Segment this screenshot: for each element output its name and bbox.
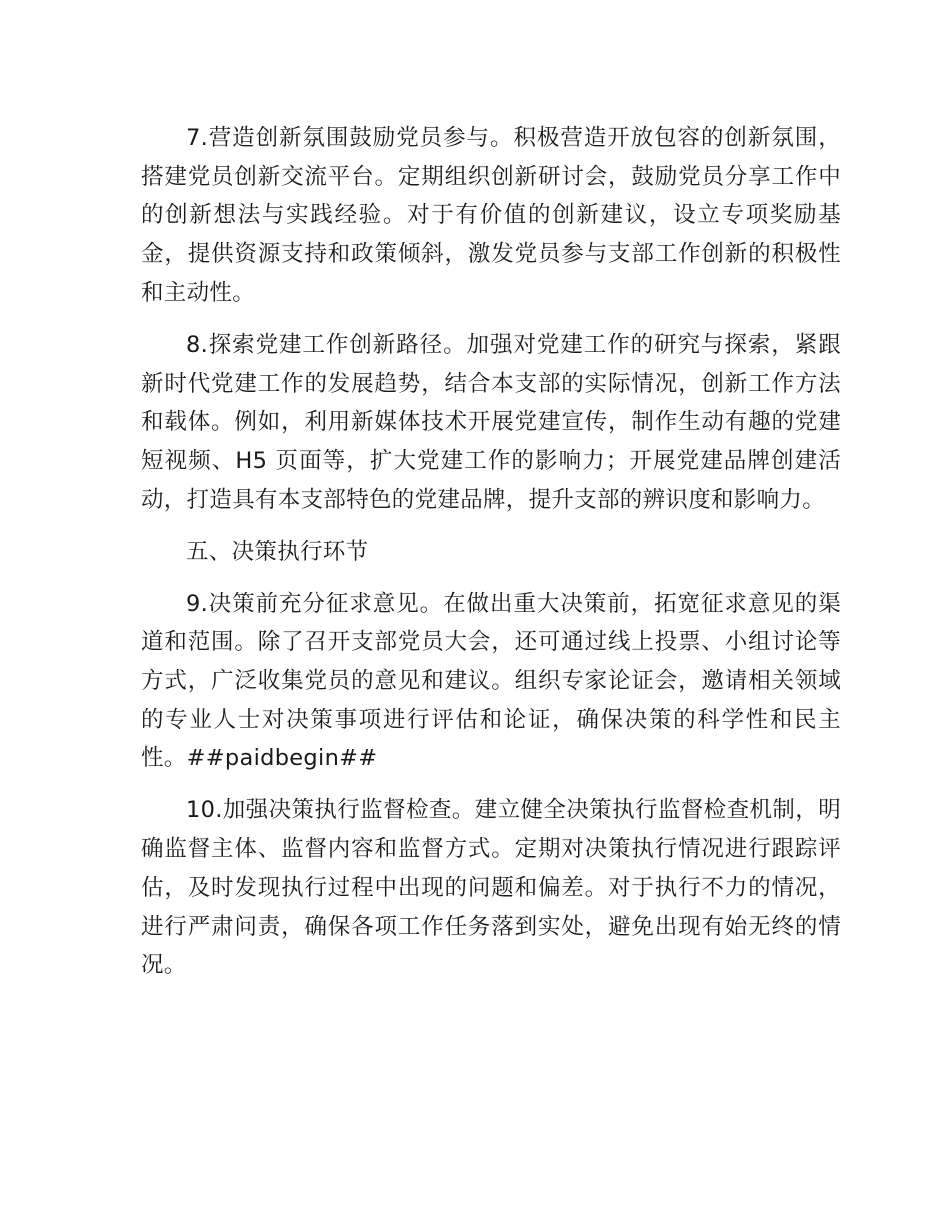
document-body: [141, 119, 841, 998]
paragraph-10-supervise-execution: 10.加强决策执行监督检查。建立健全决策执行监督检查机制，明确监督主体、监督内容和监督方式。定期对决策执行情况进行跟踪评估，及时发现执行过程中出现的问题和偏差。对于执行不力的情况，进行严肃问责，确保各项工作任务落到实处，避免出现有始无终的情况。: [141, 797, 842, 979]
paragraph-8-explore-party-building: 8.探索党建工作创新路径。加强对党建工作的研究与探索，紧跟新时代党建工作的发展趋势，结合本支部的实际情况，创新工作方法和载体。例如，利用新媒体技术开展党建宣传，制作生动有趣的党建短视频、H5 页面等，扩大党建工作的影响力；开展党建品牌创建活动，打造具有本支部特色的党建品牌，提升支部的辨识度和影响力。: [141, 331, 841, 513]
paragraph-7-foster-innovation: 7.营造创新氛围鼓励党员参与。积极营造开放包容的创新氛围，搭建党员创新交流平台。定期组织创新研讨会，鼓励党员分享工作中的创新想法与实践经验。对于有价值的创新建议，设立专项奖励基金，提供资源支持和政策倾斜，激发党员参与支部工作创新的积极性和主动性。: [141, 125, 841, 306]
paragraph-9-solicit-opinions: 9.决策前充分征求意见。在做出重大决策前，拓宽征求意见的渠道和范围。除了召开支部党员大会，还可通过线上投票、小组讨论等方式，广泛收集党员的意见和建议。组织专家论证会，邀请相关领域的专业人士对决策事项进行评估和论证，确保决策的科学性和民主性。##paidbegin##: [141, 590, 841, 772]
section-heading-decision-execution: 五、决策执行环节: [186, 538, 369, 565]
